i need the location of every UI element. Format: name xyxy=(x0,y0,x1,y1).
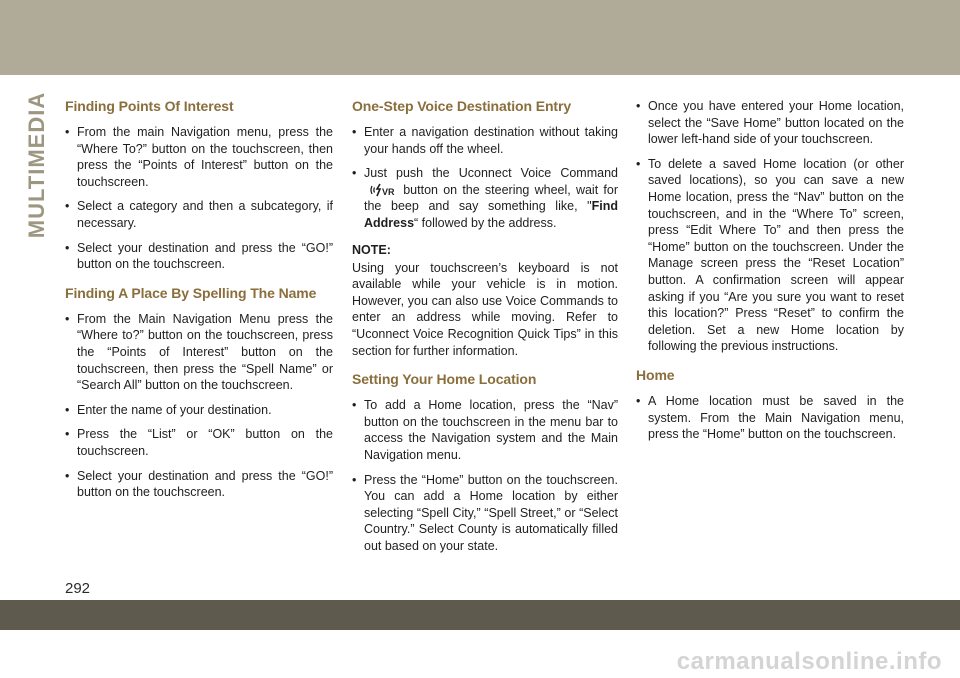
list-item: • A Home location must be saved in the system. From the Main Navigation menu, press the “Home” button on the touchscreen. xyxy=(636,393,904,443)
voice-item-text-pre: Just push the Uconnect Voice Command xyxy=(364,166,618,181)
list-item: • Enter the name of your destination. xyxy=(65,402,333,419)
list-home-continued xyxy=(636,98,904,355)
list-home xyxy=(636,393,904,443)
note-body: Using your touchscreen’s keyboard is not available while your vehicle is in motion. However, you can also use Voice Commands to enter an address while moving. Refer to “Uconnect Voice Recognition Quick Tips” in this section for further information. xyxy=(352,260,618,358)
list-spelling-name xyxy=(65,311,333,501)
note-label: NOTE: xyxy=(352,242,391,257)
footer-band xyxy=(0,600,960,630)
list-item: • Select your destination and press the “GO!” button on the touchscreen. xyxy=(65,240,333,273)
watermark: carmanualsonline.info xyxy=(676,648,942,675)
list-item: • To delete a saved Home location (or other saved locations), so you can save a new Home location, press the “Nav” button on the touchscreen, and in the “Where To” screen, press “Edit Where To” and then press the “Home” button on the touchscreen. Under the Manage screen press the “Reset Location” button. A confirmation screen will appear asking if you “Are you sure you want to reset this location?” Press “Reset” to confirm the deletion. Set a new Home location by following the previous instructions. xyxy=(636,156,904,355)
list-item xyxy=(352,165,618,231)
voice-item-text-mid: button on the steering wheel, wait for the beep and say something like, " xyxy=(364,182,618,214)
column-1 xyxy=(65,98,333,509)
list-item: • Press the “Home” button on the touchscreen. You can add a Home location by either selecting “Spell City,” “Spell Street,” or “Select Country.” Select County is automatically filled out based on your state. xyxy=(352,472,618,555)
list-voice-destination xyxy=(352,124,618,232)
list-item: • Press the “List” or “OK” button on the touchscreen. xyxy=(65,426,333,459)
page-number: 292 xyxy=(65,580,91,597)
list-item: • Once you have entered your Home location, select the “Save Home” button located on the lower left-hand side of your touchscreen. xyxy=(636,98,904,148)
list-finding-poi xyxy=(65,124,333,273)
voice-recognition-icon xyxy=(370,183,396,197)
list-item: • To add a Home location, press the “Nav” button on the touchscreen in the menu bar to access the Navigation system and the Main Navigation menu. xyxy=(352,397,618,463)
heading-home: Home xyxy=(636,366,675,383)
column-2 xyxy=(352,98,618,562)
list-home-location xyxy=(352,397,618,554)
column-3 xyxy=(636,98,904,451)
heading-home-location: Setting Your Home Location xyxy=(352,371,537,388)
svg-text:VR: VR xyxy=(382,187,395,198)
list-item: • Select a category and then a subcategory, if necessary. xyxy=(65,198,333,231)
heading-spelling-name: Finding A Place By Spelling The Name xyxy=(65,284,317,301)
list-item: • Enter a navigation destination without taking your hands off the wheel. xyxy=(352,124,618,157)
list-item: • Select your destination and press the “GO!” button on the touchscreen. xyxy=(65,468,333,501)
section-tab-label: MULTIMEDIA xyxy=(24,91,49,239)
list-item: • From the main Navigation menu, press the “Where To?” button on the touchscreen, then press the “Points of Interest” button on the touchscreen. xyxy=(65,124,333,190)
heading-voice-destination: One-Step Voice Destination Entry xyxy=(352,98,572,114)
heading-finding-poi: Finding Points Of Interest xyxy=(65,98,234,114)
header-band xyxy=(0,0,960,75)
list-item: • From the Main Navigation Menu press the “Where to?” button on the touchscreen, press the “Points of Interest” button on the touchscreen, then press the “Spell Name” or “Search All” button on the touchscreen. xyxy=(65,311,333,394)
section-tab xyxy=(24,91,50,239)
voice-item-text-post: “ followed by the address. xyxy=(414,215,557,230)
voice-item-command: Find Address xyxy=(364,199,618,230)
